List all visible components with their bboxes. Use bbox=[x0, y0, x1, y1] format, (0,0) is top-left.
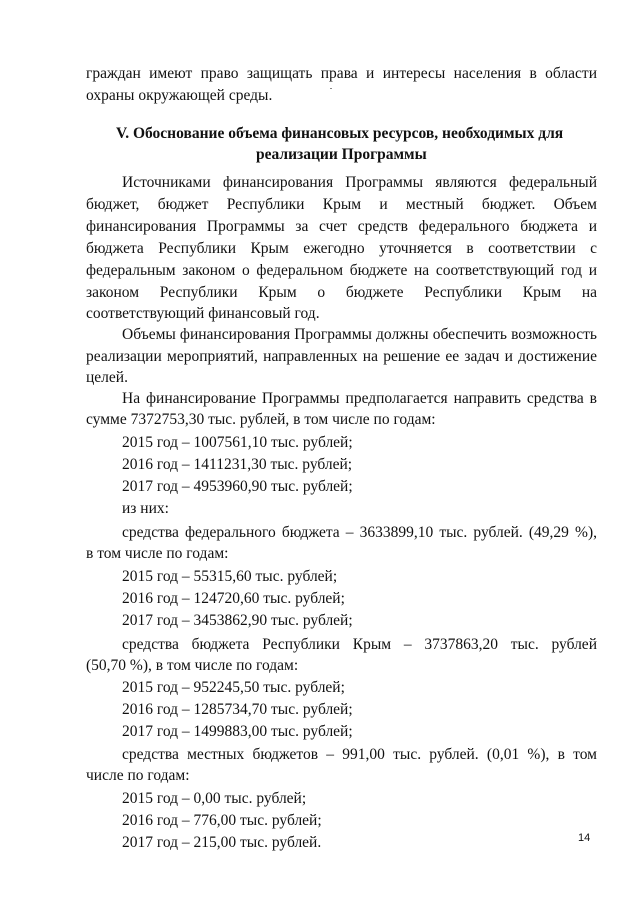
year-amount: 2016 год – 124720,60 тыс. рублей; bbox=[122, 590, 345, 607]
paragraph-line: целей. bbox=[86, 369, 128, 386]
year-amount: 2015 год – 1007561,10 тыс. рублей; bbox=[122, 434, 353, 451]
funding-source: в том числе по годам: bbox=[86, 545, 229, 562]
intro-line: охраны окружающей среды. bbox=[86, 87, 273, 104]
funding-source: числе по годам: bbox=[86, 767, 190, 784]
year-amount: 2017 год – 3453862,90 тыс. рублей; bbox=[122, 612, 353, 629]
intro-line: граждан имеют право защищать права и интересы населения в области bbox=[86, 65, 597, 82]
year-amount: 2016 год – 776,00 тыс. рублей; bbox=[122, 812, 322, 829]
year-amount: 2015 год – 952245,50 тыс. рублей; bbox=[122, 679, 345, 696]
of-them-label: из них: bbox=[122, 500, 169, 517]
year-amount: 2015 год – 55315,60 тыс. рублей; bbox=[122, 568, 338, 585]
year-amount: 2016 год – 1411231,30 тыс. рублей; bbox=[122, 456, 353, 473]
page-number: 14 bbox=[578, 832, 591, 844]
year-amount: 2017 год – 215,00 тыс. рублей. bbox=[122, 834, 322, 851]
funding-source: средства местных бюджетов – 991,00 тыс. рублей. (0,01 %), в том bbox=[122, 746, 597, 763]
paragraph-line: На финансирование Программы предполагается направить средства в bbox=[122, 390, 597, 407]
paragraph-line: Источниками финансирования Программы являются федеральный bbox=[122, 174, 597, 191]
funding-source: средства федерального бюджета – 3633899,10 тыс. рублей. (49,29 %), bbox=[122, 524, 597, 541]
paragraph-line: бюджет, бюджет Республики Крым и местный бюджет. Объем bbox=[86, 196, 597, 213]
year-amount: 2015 год – 0,00 тыс. рублей; bbox=[122, 790, 307, 807]
paragraph-line: сумме 7372753,30 тыс. рублей, в том числе по годам: bbox=[86, 411, 436, 428]
funding-source: (50,70 %), в том числе по годам: bbox=[86, 657, 299, 674]
paragraph-line: федеральным законом о федеральном бюджете на соответствующий год и bbox=[86, 262, 597, 279]
year-amount: 2017 год – 4953960,90 тыс. рублей; bbox=[122, 478, 353, 495]
paragraph-line: законом Республики Крым о бюджете Республики Крым на bbox=[86, 284, 597, 301]
section-title: реализации Программы bbox=[256, 146, 427, 163]
funding-source: средства бюджета Республики Крым – 3737863,20 тыс. рублей bbox=[122, 636, 597, 653]
year-amount: 2016 год – 1285734,70 тыс. рублей; bbox=[122, 701, 353, 718]
paragraph-line: соответствующий финансовый год. bbox=[86, 305, 320, 322]
scan-speck bbox=[330, 88, 332, 89]
paragraph-line: финансирования Программы за счет средств федерального бюджета и bbox=[86, 218, 597, 235]
year-amount: 2017 год – 1499883,00 тыс. рублей; bbox=[122, 723, 353, 740]
paragraph-line: реализации мероприятий, направленных на решение ее задач и достижение bbox=[86, 348, 597, 365]
paragraph-line: бюджета Республики Крым ежегодно уточняется в соответствии с bbox=[86, 240, 597, 257]
paragraph-line: Объемы финансирования Программы должны обеспечить возможность bbox=[122, 326, 597, 343]
section-title: V. Обоснование объема финансовых ресурсов, необходимых для bbox=[116, 125, 564, 142]
